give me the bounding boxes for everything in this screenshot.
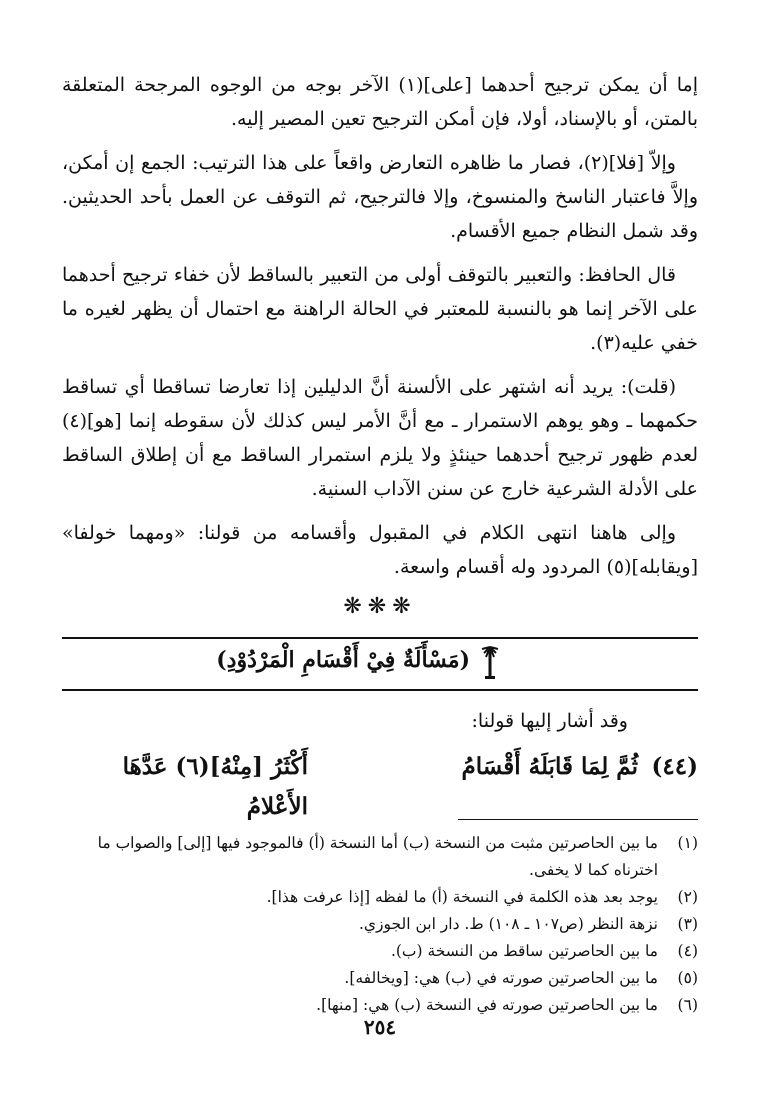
palm-ornament-icon <box>480 645 500 681</box>
section-separator: ❋❋❋ <box>343 594 417 619</box>
paragraph-3: قال الحافظ: والتعبير بالتوقف أولى من التعبير بالساقط لأن خفاء ترجيح أحدهما على الآخر إنما هو بالنسبة للمعتبر في الحالة الراهنة مع احتمال أن يظهر لغيره ما خفي عليه(٣). <box>62 264 698 354</box>
footnote-text: ما بين الحاصرتين ساقط من النسخة (ب). <box>390 942 658 960</box>
paragraph-1: إما أن يمكن ترجيح أحدهما [على](١) الآخر بوجه من الوجوه المرجحة المتعلقة بالمتن، أو بالإسناد، أولا، فإن أمكن الترجيح تعين المصير إليه. <box>62 74 698 130</box>
verse-hemistich-first: ثُمَّ لِمَا قَابَلَهُ أَقْسَامُ <box>461 753 638 780</box>
footnote-divider <box>458 819 698 820</box>
footnote-text: ما بين الحاصرتين مثبت من النسخة (ب) أما النسخة (أ) فالموجود فيها [إلى] والصواب ما اخترناه كما لا يخفى. <box>97 834 658 879</box>
paragraph-2: وإلاّ [فلا](٢)، فصار ما ظاهره التعارض واقعاً على هذا الترتيب: الجمع إن أمكن، وإلاَّ فاعتبار الناسخ والمنسوخ، وإلا فالترجيح، ثم التوقف عن العمل بأحد الحديثين. وقد شمل النظام جميع الأقسام. <box>62 152 698 242</box>
page-body <box>62 68 698 1019</box>
paragraph-4: (قلت): يريد أنه اشتهر على الألسنة أنَّ الدليلين إذا تعارضا تساقطا أي تساقط حكمهما ـ وهو يوهم الاستمرار ـ مع أنَّ الأمر ليس كذلك لأن سقوطه إنما [هو](٤) لعدم ظهور ترجيح أحدهما حينئذٍ ولا يلزم استمرار الساقط مع أن إطلاق الساقط على الأدلة الشرعية خارج عن سنن الآداب السنية. <box>62 376 698 500</box>
footnote-number: (٦) <box>677 996 698 1014</box>
paragraph-5: وإلى هاهنا انتهى الكلام في المقبول وأقسامه من قولنا: «ومهما خولفا» [ويقابله](٥) المردود وله أقسام واسعة. <box>62 522 698 578</box>
footnote <box>62 884 698 911</box>
verse-intro: وقد أشار إليها قولنا: <box>471 710 628 732</box>
footnote-text: يوجد بعد هذه الكلمة في النسخة (أ) ما لفظه [إذا عرفت هذا]. <box>266 888 658 906</box>
footnote <box>62 911 698 938</box>
verse-hemistich-second: أَكْثَرُ [مِنْهُ](٦) عَدَّهَا الأَعْلامُ <box>122 753 308 820</box>
footnote-text: ما بين الحاصرتين صورته في (ب) هي: [ويخالفه]. <box>344 969 658 987</box>
heading-title: (مَسْأَلَةٌ فِيْ أَقْسَامِ الْمَرْدُوْدِ) <box>216 647 470 673</box>
footnotes <box>62 830 698 1019</box>
footnote <box>62 965 698 992</box>
footnote <box>62 938 698 965</box>
verse-number: (٤٤) <box>651 753 698 780</box>
footnote-number: (٥) <box>677 969 698 987</box>
footnote-number: (٢) <box>677 888 698 906</box>
verse-line <box>62 747 698 820</box>
footnote-text: نزهة النظر (ص١٠٧ ـ ١٠٨) ط. دار ابن الجوزي. <box>358 915 658 933</box>
footnote <box>62 830 698 884</box>
section-heading <box>62 637 698 691</box>
footnote-number: (١) <box>677 834 698 852</box>
footnote-text: ما بين الحاصرتين صورته في النسخة (ب) هي: [منها]. <box>316 996 658 1014</box>
footnote-number: (٤) <box>677 942 698 960</box>
footnote-number: (٣) <box>677 915 698 933</box>
page-number: ٢٥٤ <box>363 1015 397 1039</box>
